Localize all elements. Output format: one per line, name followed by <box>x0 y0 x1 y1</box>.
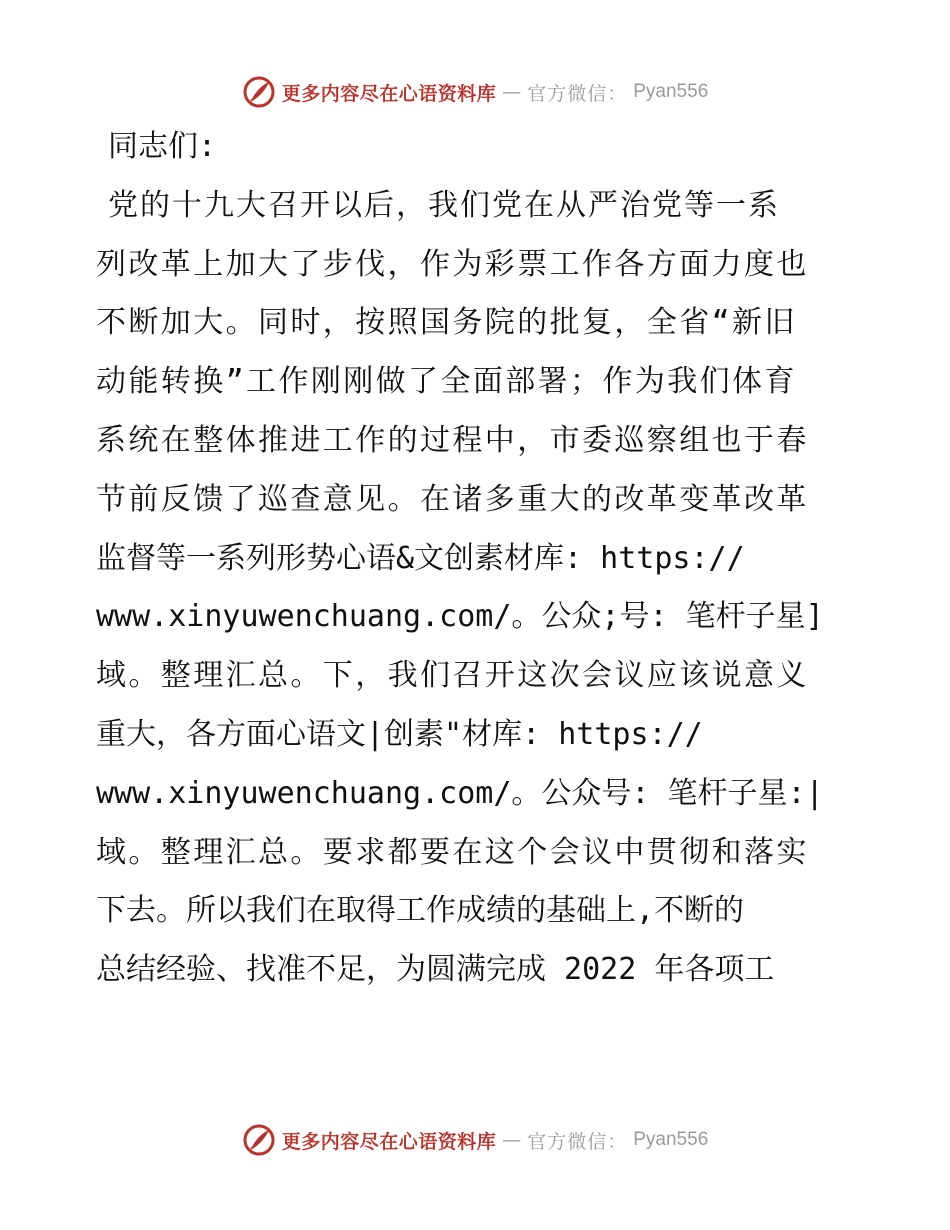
paragraph-line-10: 重大，各方面心语文|创素"材库: https:// <box>96 716 703 752</box>
banner-wechat-account: Pyan556 <box>633 1129 709 1150</box>
paragraph-line-2: 列改革上加大了步伐，作为彩票工作各方面力度也 <box>96 246 809 282</box>
quill-logo-icon <box>242 1123 276 1157</box>
footer-banner <box>0 1120 950 1160</box>
banner-wechat-label: 官方微信： <box>527 1130 628 1153</box>
banner-wechat-label: 官方微信： <box>527 82 628 105</box>
paragraph-line-9: 域。整理汇总。下，我们召开这次会议应该说意义 <box>96 658 809 694</box>
document-body <box>96 118 856 1000</box>
paragraph-line-14: 总结经验、找准不足，为圆满完成 2022 年各项工 <box>96 952 775 988</box>
banner-title: 更多内容尽在心语资料库 <box>281 1130 497 1153</box>
paragraph-line-5: 系统在整体推进工作的过程中，市委巡察组也于春 <box>96 422 809 458</box>
paragraph-line-4: 动能转换”工作刚刚做了全面部署；作为我们体育 <box>96 364 797 400</box>
paragraph-line-3: 不断加大。同时，按照国务院的批复，全省“新旧 <box>96 305 797 341</box>
paragraph-line-13: 下去。所以我们在取得工作成绩的基础上,不断的 <box>96 893 745 929</box>
paragraph-line-8: www.xinyuwenchuang.com/。公众;号: 笔杆子星] <box>96 599 824 635</box>
banner-title: 更多内容尽在心语资料库 <box>281 82 497 105</box>
header-banner <box>0 72 950 112</box>
greeting: 同志们: <box>108 129 217 164</box>
quill-logo-icon <box>242 75 276 109</box>
paragraph-line-7: 监督等一系列形势心语&文创素材库: https:// <box>96 540 745 576</box>
banner-separator: — <box>502 81 522 103</box>
paragraph-line-1: 党的十九大召开以后，我们党在从严治党等一系 <box>108 187 780 223</box>
paragraph-line-12: 域。整理汇总。要求都要在这个会议中贯彻和落实 <box>96 834 809 870</box>
banner-separator: — <box>502 1129 522 1151</box>
paragraph-line-6: 节前反馈了巡查意见。在诸多重大的改革变革改革 <box>96 481 809 517</box>
banner-wechat-account: Pyan556 <box>633 81 709 102</box>
paragraph-line-11: www.xinyuwenchuang.com/。公众号: 笔杆子星:| <box>96 775 824 811</box>
